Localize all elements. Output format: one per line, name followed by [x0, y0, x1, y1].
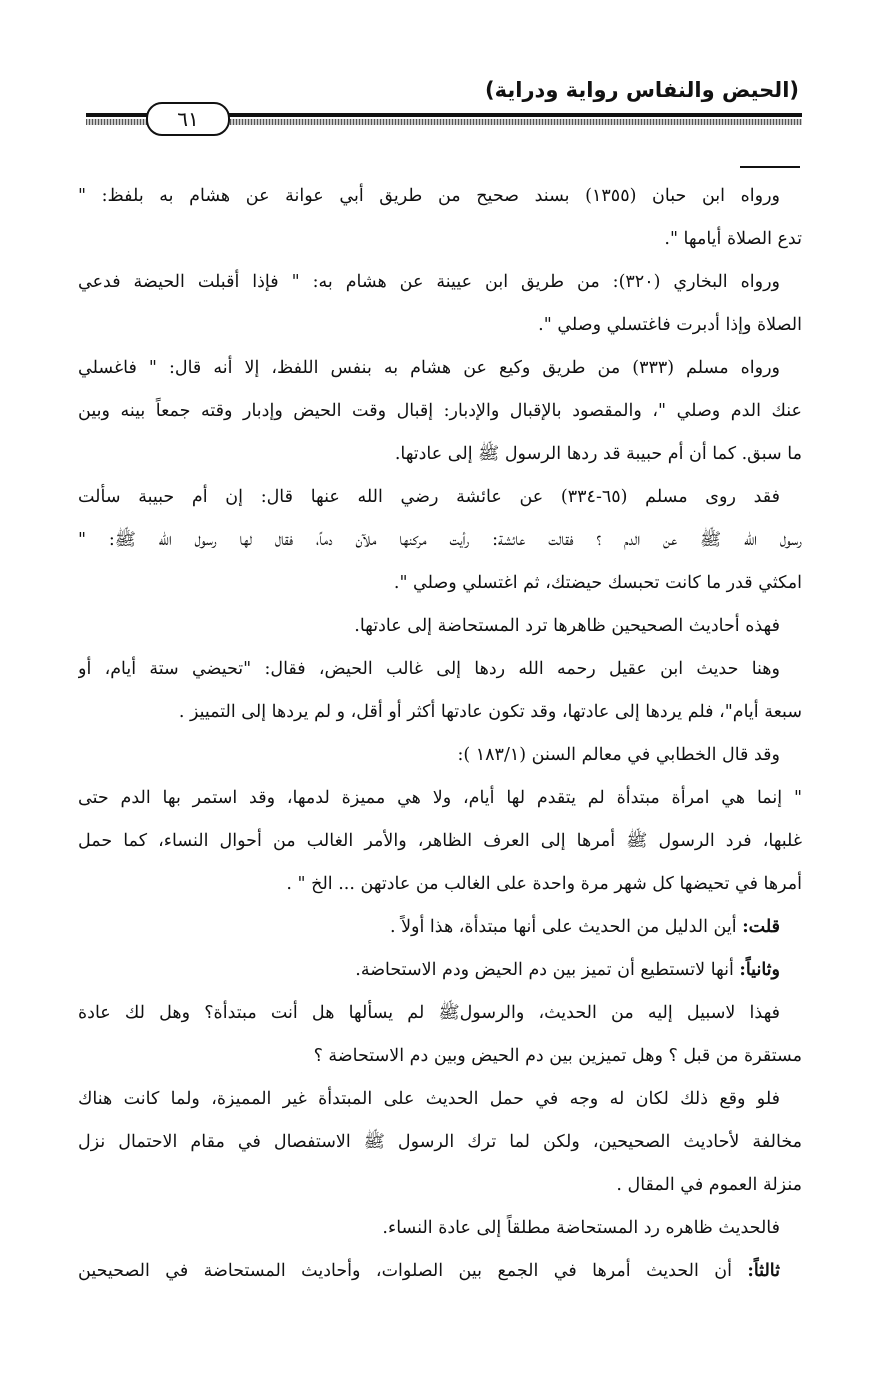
text-line: [78, 304, 802, 347]
separator-rule: [740, 166, 800, 168]
line-text: فهذه أحاديث الصحيحين ظاهرها ترد المستحاضة إلى عادتها.: [354, 616, 780, 636]
line-text: أنها لاتستطيع أن تميز بين دم الحيض ودم الاستحاضة.: [355, 960, 740, 980]
line-text: " إنما هي امرأة مبتدأة لم يتقدم لها أيام، ولا هي مميزة لدمها، وقد استمر بها الدم حتى: [78, 788, 802, 808]
text-line: [78, 1207, 802, 1250]
line-text: أمرها في تحيضها كل شهر مرة واحدة على الغالب من عادتهن ... الخ " .: [286, 874, 802, 894]
line-text: ورواه مسلم (٣٣٣) من طريق وكيع عن هشام به بنفس اللفظ، إلا أنه قال: " فاغسلي: [78, 358, 780, 378]
text-line: [78, 347, 802, 390]
line-text: فقد روى مسلم (٦٥-٣٣٤) عن عائشة رضي الله عنها قال: إن أم حبيبة سألت: [78, 487, 780, 507]
line-text: ورواه البخاري (٣٢٠): من طريق ابن عيينة عن هشام به: " فإذا أقبلت الحيضة فدعي: [78, 272, 780, 292]
line-text: عنك الدم وصلي "، والمقصود بالإقبال والإدبار: إقبال وقت الحيض وإدبار وقته جمعاً بينه وبين: [78, 401, 802, 421]
bold-lead-word: ثالثاً:: [747, 1261, 780, 1281]
text-line: [78, 433, 802, 476]
line-text: غلبها، فرد الرسول ﷺ أمرها إلى العرف الظاهر، والأمر الغالب من أحوال النساء، كما حمل: [78, 831, 802, 851]
text-line: [78, 562, 802, 605]
text-line: [78, 476, 802, 519]
running-title: (الحيض والنفاس رواية ودراية): [485, 78, 799, 102]
line-text: وهنا حديث ابن عقيل رحمه الله ردها إلى غالب الحيض، فقال: "تحيضي ستة أيام، أو: [78, 659, 780, 679]
text-line: [78, 519, 802, 562]
bold-lead-word: قلت:: [742, 917, 780, 937]
line-text: تدع الصلاة أيامها ".: [664, 229, 802, 249]
line-text: امكثي قدر ما كانت تحبسك حيضتك، ثم اغتسلي وصلي ".: [393, 573, 802, 593]
line-text: مستقرة من قبل ؟ وهل تميزين بين دم الحيض وبين دم الاستحاضة ؟: [313, 1046, 802, 1066]
page-number: ٦١: [146, 102, 230, 136]
text-line: [78, 261, 802, 304]
body-text: [78, 175, 802, 1293]
line-text: ما سبق. كما أن أم حبيبة قد ردها الرسول ﷺ إلى عادتها.: [394, 444, 802, 464]
line-text: أين الدليل من الحديث على أنها مبتدأة، هذا أولاً .: [389, 917, 743, 937]
text-line: [78, 906, 802, 949]
line-text: فلو وقع ذلك لكان له وجه في حمل الحديث على المبتدأة غير المميزة، ولما كانت هناك: [78, 1089, 780, 1109]
text-line: [78, 390, 802, 433]
bold-lead-word: وثانياً:: [739, 960, 780, 980]
line-text: منزلة العموم في المقال .: [616, 1175, 802, 1195]
text-line: [78, 1078, 802, 1121]
line-text: سبعة أيام"، فلم يردها إلى عادتها، وقد تكون عادتها أكثر أو أقل، و لم يردها إلى التمييز .: [178, 702, 802, 722]
line-text: الصلاة وإذا أدبرت فاغتسلي وصلي ".: [538, 315, 802, 335]
text-line: [78, 734, 802, 777]
text-line: [78, 175, 802, 218]
text-line: [78, 691, 802, 734]
text-line: [78, 863, 802, 906]
text-line: [78, 1250, 802, 1293]
line-text: رسول الله ﷺ عن الدم ؟ فقالت عائشة: رأيت مركنها ملآن دماً، فقال لها رسول الله ﷺ: ": [78, 530, 802, 550]
text-line: [78, 949, 802, 992]
line-text: مخالفة لأحاديث الصحيحين، ولكن لما ترك الرسول ﷺ الاستفصال في مقام الاحتمال نزل: [78, 1132, 802, 1152]
text-line: [78, 218, 802, 261]
text-line: [78, 777, 802, 820]
text-line: [78, 820, 802, 863]
line-text: وقد قال الخطابي في معالم السنن (١٨٣/١ ):: [457, 745, 780, 765]
text-line: [78, 648, 802, 691]
line-text: فهذا لاسبيل إليه من الحديث، والرسولﷺ لم يسألها هل أنت مبتدأة؟ وهل لك عادة: [78, 1003, 780, 1023]
text-line: [78, 992, 802, 1035]
line-text: أن الحديث أمرها في الجمع بين الصلوات، وأحاديث المستحاضة في الصحيحين: [78, 1261, 748, 1281]
text-line: [78, 1164, 802, 1207]
line-text: ورواه ابن حبان (١٣٥٥) بسند صحيح من طريق أبي عوانة عن هشام به بلفظ: ": [78, 186, 780, 206]
text-line: [78, 1121, 802, 1164]
text-line: [78, 1035, 802, 1078]
line-text: فالحديث ظاهره رد المستحاضة مطلقاً إلى عادة النساء.: [382, 1218, 780, 1238]
text-line: [78, 605, 802, 648]
